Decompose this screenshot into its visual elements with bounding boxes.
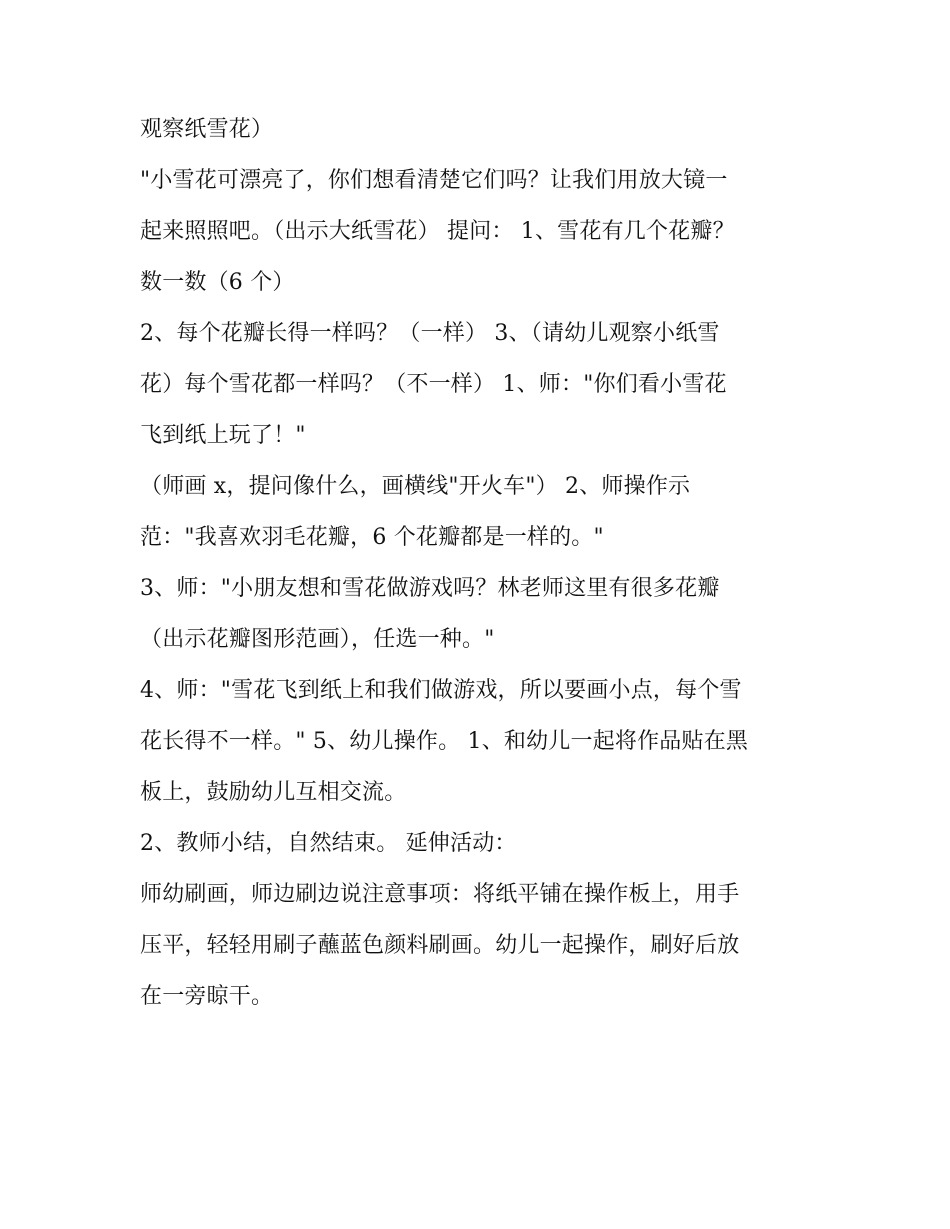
text-line: 花）每个雪花都一样吗？（不一样） 1、师："你们看小雪花 bbox=[140, 372, 727, 397]
text-line: 范："我喜欢羽毛花瓣，6 个花瓣都是一样的。" bbox=[140, 525, 604, 550]
text-line: 2、教师小结，自然结束。 延伸活动： bbox=[140, 831, 517, 856]
text-line: "小雪花可漂亮了，你们想看清楚它们吗？让我们用放大镜一 bbox=[140, 168, 728, 193]
text-line: 师幼刷画，师边刷边说注意事项：将纸平铺在操作板上，用手 bbox=[140, 882, 740, 907]
text-line: 3、师："小朋友想和雪花做游戏吗？林老师这里有很多花瓣 bbox=[140, 576, 720, 601]
document-body bbox=[140, 108, 820, 1026]
text-line: （师画 x，提问像什么，画横线"开火车"） 2、师操作示 bbox=[140, 474, 691, 499]
text-line: 观察纸雪花） bbox=[140, 117, 274, 142]
text-line: 板上，鼓励幼儿互相交流。 bbox=[140, 780, 407, 805]
text-line: 起来照照吧。（出示大纸雪花） 提问： 1、雪花有几个花瓣？ bbox=[140, 219, 735, 244]
text-line: 在一旁晾干。 bbox=[140, 984, 274, 1009]
text-line: 2、每个花瓣长得一样吗？（一样） 3、（请幼儿观察小纸雪 bbox=[140, 321, 720, 346]
text-line: （出示花瓣图形范画），任选一种。" bbox=[140, 627, 495, 652]
text-line: 飞到纸上玩了！" bbox=[140, 423, 306, 448]
text-line: 花长得不一样。" 5、幼儿操作。 1、和幼儿一起将作品贴在黑 bbox=[140, 729, 749, 754]
text-line: 压平，轻轻用刷子蘸蓝色颜料刷画。幼儿一起操作，刷好后放 bbox=[140, 933, 740, 958]
text-line: 数一数（6 个） bbox=[140, 270, 295, 295]
text-line: 4、师："雪花飞到纸上和我们做游戏，所以要画小点，每个雪 bbox=[140, 678, 742, 703]
